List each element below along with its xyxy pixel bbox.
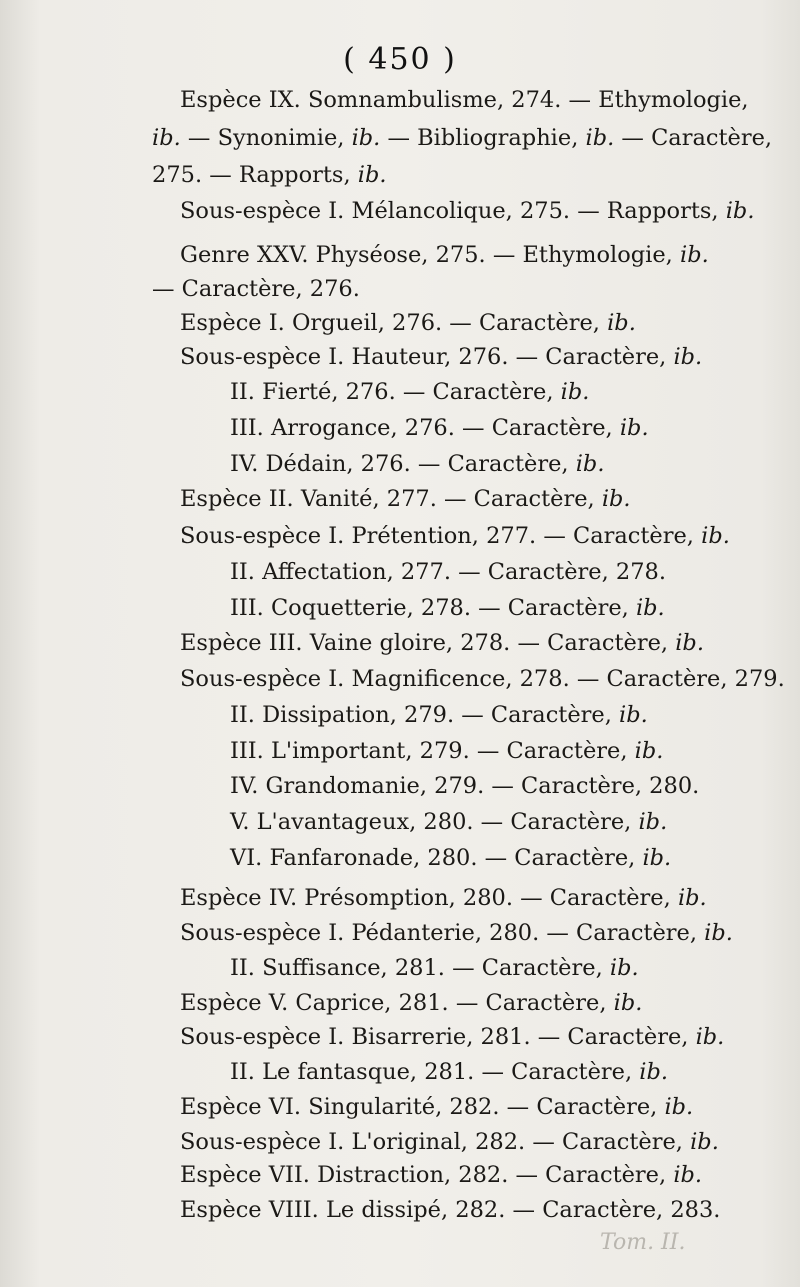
- index-line-26: Espèce V. Caprice, 281. — Caractère, ib.: [180, 990, 643, 1016]
- index-line-8: Sous-espèce I. Hauteur, 276. — Caractère, ib.: [180, 344, 703, 370]
- index-line-29: Espèce VI. Singularité, 282. — Caractère, ib.: [180, 1094, 694, 1120]
- index-line-10: III. Arrogance, 276. — Caractère, ib.: [230, 415, 649, 441]
- index-line-28: II. Le fantasque, 281. — Caractère, ib.: [230, 1059, 669, 1085]
- index-line-5: Genre XXV. Physéose, 275. — Ethymologie, ib.: [180, 242, 709, 268]
- index-line-13: Sous-espèce I. Prétention, 277. — Caractère, ib.: [180, 523, 730, 549]
- index-line-12: Espèce II. Vanité, 277. — Caractère, ib.: [180, 486, 631, 512]
- index-line-19: III. L'important, 279. — Caractère, ib.: [230, 738, 664, 764]
- page-number: ( 450 ): [343, 42, 457, 77]
- index-line-18: II. Dissipation, 279. — Caractère, ib.: [230, 702, 648, 728]
- index-line-1: Espèce IX. Somnambulisme, 274. — Ethymologie,: [180, 87, 749, 113]
- index-line-17: Sous-espèce I. Magnificence, 278. — Caractère, 279.: [180, 666, 785, 692]
- index-line-25: II. Suffisance, 281. — Caractère, ib.: [230, 955, 639, 981]
- index-line-32: Espèce VIII. Le dissipé, 282. — Caractère, 283.: [180, 1197, 721, 1223]
- index-line-4: Sous-espèce I. Mélancolique, 275. — Rapports, ib.: [180, 198, 755, 224]
- index-line-6: — Caractère, 276.: [152, 276, 360, 302]
- index-line-21: V. L'avantageux, 280. — Caractère, ib.: [230, 809, 668, 835]
- index-line-9: II. Fierté, 276. — Caractère, ib.: [230, 379, 590, 405]
- index-line-22: VI. Fanfaronade, 280. — Caractère, ib.: [230, 845, 672, 871]
- index-line-16: Espèce III. Vaine gloire, 278. — Caractère, ib.: [180, 630, 704, 656]
- index-line-14: II. Affectation, 277. — Caractère, 278.: [230, 559, 667, 585]
- index-line-23: Espèce IV. Présomption, 280. — Caractère, ib.: [180, 885, 707, 911]
- index-line-27: Sous-espèce I. Bisarrerie, 281. — Caractère, ib.: [180, 1024, 725, 1050]
- index-line-30: Sous-espèce I. L'original, 282. — Caractère, ib.: [180, 1129, 719, 1155]
- index-line-24: Sous-espèce I. Pédanterie, 280. — Caractère, ib.: [180, 920, 733, 946]
- index-line-3: 275. — Rapports, ib.: [152, 162, 387, 188]
- footer-signature: Tom. II.: [600, 1230, 686, 1255]
- index-line-2: ib. — Synonimie, ib. — Bibliographie, ib. — Caractère,: [152, 125, 773, 151]
- index-line-7: Espèce I. Orgueil, 276. — Caractère, ib.: [180, 310, 636, 336]
- index-line-31: Espèce VII. Distraction, 282. — Caractère, ib.: [180, 1162, 703, 1188]
- index-line-11: IV. Dédain, 276. — Caractère, ib.: [230, 451, 605, 477]
- index-line-20: IV. Grandomanie, 279. — Caractère, 280.: [230, 773, 700, 799]
- index-line-15: III. Coquetterie, 278. — Caractère, ib.: [230, 595, 665, 621]
